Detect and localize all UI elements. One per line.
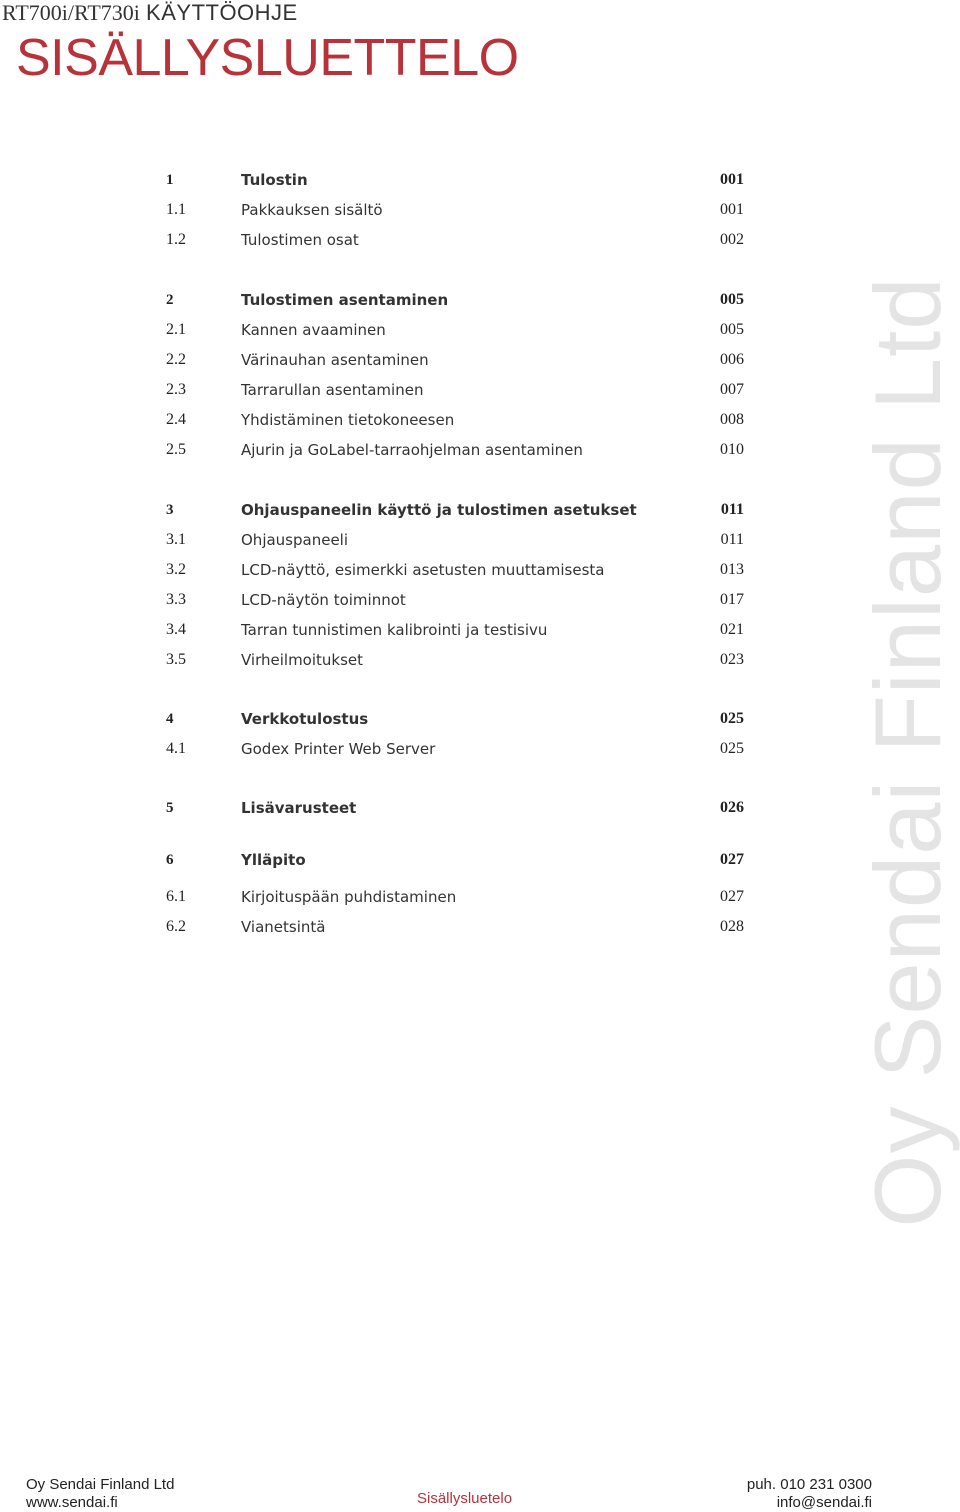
toc-page-number: 001	[720, 171, 744, 188]
toc-page-number: 001	[720, 201, 744, 218]
toc-number: 2.2	[166, 351, 186, 368]
toc-title: Yhdistäminen tietokoneesen	[241, 411, 455, 429]
toc-title: Tarran tunnistimen kalibrointi ja testisivu	[241, 621, 548, 639]
toc-number: 4	[166, 711, 174, 727]
toc-title: Tulostimen osat	[241, 231, 359, 249]
toc-title: Ohjauspaneelin käyttö ja tulostimen asetukset	[241, 501, 637, 519]
toc-page-number: 023	[720, 651, 744, 668]
toc-number: 6.2	[166, 918, 186, 935]
toc-section-row[interactable]	[0, 618, 760, 642]
toc-section-row[interactable]	[0, 318, 760, 342]
toc-number: 3.3	[166, 591, 186, 608]
toc-title: Kannen avaaminen	[241, 321, 386, 339]
document-type: KÄYTTÖOHJE	[146, 0, 298, 25]
toc-chapter-row[interactable]	[0, 796, 760, 820]
toc-section-row[interactable]	[0, 528, 760, 552]
toc-title: LCD-näytön toiminnot	[241, 591, 406, 609]
toc-section-row[interactable]	[0, 885, 760, 909]
toc-title: Tulostimen asentaminen	[241, 291, 449, 309]
toc-title: Ohjauspaneeli	[241, 531, 349, 549]
toc-number: 3.4	[166, 621, 186, 638]
toc-section-row[interactable]	[0, 438, 760, 462]
toc-number: 2.1	[166, 321, 186, 338]
toc-number: 3.2	[166, 561, 186, 578]
page-title: SISÄLLYSLUETTELO	[16, 29, 519, 87]
toc-page-number: 025	[720, 710, 744, 727]
toc-page-number: 005	[720, 321, 744, 338]
toc-number: 3.5	[166, 651, 186, 668]
toc-title: Lisävarusteet	[241, 799, 357, 817]
toc-number: 1.1	[166, 201, 186, 218]
page-footer	[0, 1470, 960, 1511]
toc-number: 2.3	[166, 381, 186, 398]
toc-page-number: 025	[720, 740, 744, 757]
toc-page-number: 027	[720, 888, 744, 905]
toc-section-row[interactable]	[0, 588, 760, 612]
toc-number: 6.1	[166, 888, 186, 905]
toc-number: 2.5	[166, 441, 186, 458]
toc-chapter-row[interactable]	[0, 288, 760, 312]
toc-page-number: 007	[720, 381, 744, 398]
toc-page-number: 026	[720, 799, 744, 816]
toc-page-number: 005	[720, 291, 744, 308]
toc-page-number: 011	[720, 501, 744, 518]
toc-chapter-row[interactable]	[0, 707, 760, 731]
footer-phone: puh. 010 231 0300	[746, 1476, 872, 1493]
toc-title: Godex Printer Web Server	[241, 740, 436, 758]
toc-number: 5	[166, 800, 174, 816]
toc-section-row[interactable]	[0, 737, 760, 761]
toc-page-number: 011	[720, 531, 744, 548]
watermark-text: Oy Sendai Finland Ltd	[855, 276, 960, 1228]
toc-page-number: 017	[720, 591, 744, 608]
toc-title: Tulostin	[241, 171, 308, 189]
toc-chapter-row[interactable]	[0, 168, 760, 192]
toc-section-row[interactable]	[0, 915, 760, 939]
toc-number: 1.2	[166, 231, 186, 248]
toc-section-row[interactable]	[0, 348, 760, 372]
footer-email[interactable]: info@sendai.fi	[776, 1494, 872, 1511]
toc-title: Tarrarullan asentaminen	[241, 381, 424, 399]
toc-section-row[interactable]	[0, 228, 760, 252]
toc-title: LCD-näyttö, esimerkki asetusten muuttamisesta	[241, 561, 605, 579]
toc-page-number: 028	[720, 918, 744, 935]
toc-title: Kirjoituspään puhdistaminen	[241, 888, 457, 906]
toc-page-number: 002	[720, 231, 744, 248]
toc-page-number: 027	[720, 851, 744, 868]
toc-number: 6	[166, 852, 174, 868]
toc-title: Ylläpito	[241, 851, 306, 869]
toc-number: 4.1	[166, 740, 186, 757]
footer-section-label: Sisällysluetelo	[417, 1490, 513, 1507]
toc-title: Ajurin ja GoLabel-tarraohjelman asentaminen	[241, 441, 583, 459]
toc-page-number: 010	[720, 441, 744, 458]
footer-website[interactable]: www.sendai.fi	[26, 1494, 118, 1511]
toc-number: 3.1	[166, 531, 186, 548]
toc-page-number: 021	[720, 621, 744, 638]
toc-section-row[interactable]	[0, 648, 760, 672]
toc-number: 2.4	[166, 411, 186, 428]
toc-title: Virheilmoitukset	[241, 651, 364, 669]
toc-title: Vianetsintä	[241, 918, 326, 936]
toc-number: 1	[166, 172, 174, 188]
toc-page-number: 006	[720, 351, 744, 368]
toc-title: Verkkotulostus	[241, 710, 369, 728]
toc-chapter-row[interactable]	[0, 848, 760, 872]
toc-section-row[interactable]	[0, 408, 760, 432]
toc-title: Pakkauksen sisältö	[241, 201, 383, 219]
toc-number: 3	[166, 502, 174, 518]
toc-page-number: 013	[720, 561, 744, 578]
toc-chapter-row[interactable]	[0, 498, 760, 522]
model-name: RT700i/RT730i	[2, 0, 140, 25]
toc-title: Värinauhan asentaminen	[241, 351, 429, 369]
toc-page-number: 008	[720, 411, 744, 428]
toc-number: 2	[166, 292, 174, 308]
toc-section-row[interactable]	[0, 198, 760, 222]
toc-section-row[interactable]	[0, 378, 760, 402]
toc-section-row[interactable]	[0, 558, 760, 582]
footer-company: Oy Sendai Finland Ltd	[26, 1476, 175, 1493]
